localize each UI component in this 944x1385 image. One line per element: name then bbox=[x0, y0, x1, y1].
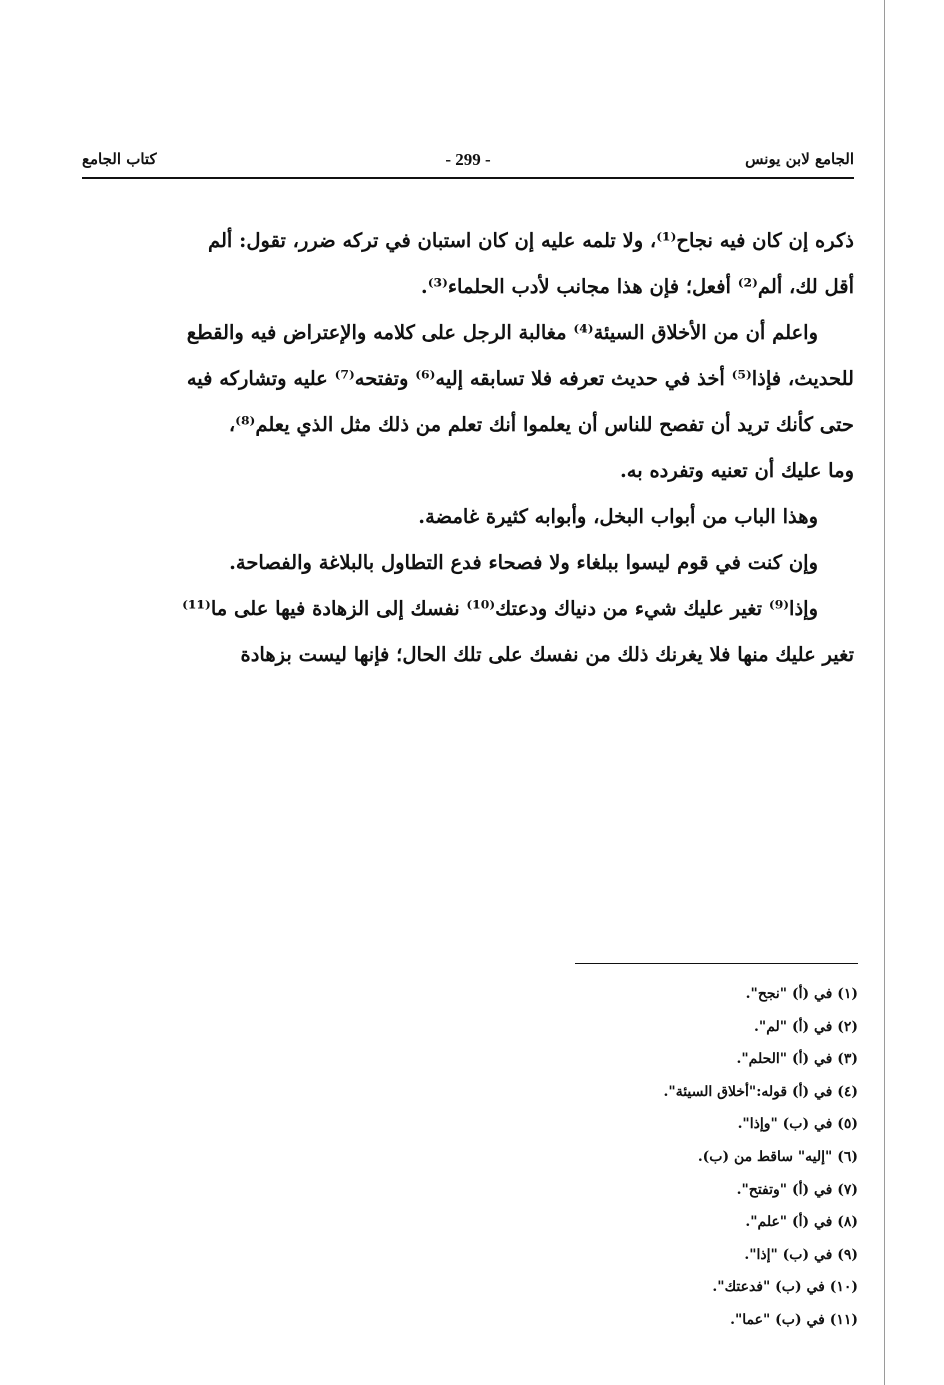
footnote: (٨) في (أ) "علم". bbox=[745, 1214, 858, 1231]
running-header bbox=[82, 150, 854, 178]
text-line: وما عليك أن تعنيه وتفرده به. bbox=[620, 459, 854, 482]
footnote: (٧) في (أ) "وتفتح". bbox=[736, 1181, 858, 1198]
footnote-separator bbox=[575, 963, 858, 964]
page-number: - 299 - bbox=[445, 150, 491, 169]
footnote: (١٠) في (ب) "فدعتك". bbox=[712, 1279, 858, 1296]
footnote: (٢) في (أ) "لم". bbox=[754, 1018, 858, 1035]
text-line: وإن كنت في قوم ليسوا ببلغاء ولا فصحاء فدع التطاول بالبلاغة والفصاحة. bbox=[229, 551, 818, 574]
header-chapter-title: كتاب الجامع bbox=[82, 150, 157, 168]
footnote: (٩) في (ب) "إذا". bbox=[744, 1246, 858, 1263]
text-line: ذكره إن كان فيه نجاح⁽¹⁾، ولا تلمه عليه إن كان استبان في تركه ضرر، تقول: ألم bbox=[208, 229, 854, 252]
header-book-title: الجامع لابن يونس bbox=[745, 150, 854, 168]
page-edge-line bbox=[884, 0, 885, 1385]
footnote: (١١) في (ب) "عما". bbox=[730, 1311, 858, 1328]
text-line: تغير عليك منها فلا يغرنك ذلك من نفسك على تلك الحال؛ فإنها ليست بزهادة bbox=[240, 643, 854, 666]
footnote: (١) في (أ) "نجح". bbox=[745, 986, 858, 1002]
text-line: أقل لك، ألم⁽²⁾ أفعل؛ فإن هذا مجانب لأدب الحلماء⁽³⁾. bbox=[420, 275, 854, 298]
text-line: للحديث، فإذا⁽⁵⁾ أخذ في حديث تعرفه فلا تسابقه إليه⁽⁶⁾ وتفتحه⁽⁷⁾ عليه وتشاركه فيه bbox=[186, 367, 854, 390]
main-text bbox=[82, 218, 854, 678]
footnote: (٦) "إليه" ساقط من (ب). bbox=[697, 1148, 858, 1165]
text-line: وإذا⁽⁹⁾ تغير عليك شيء من دنياك ودعتك⁽¹⁰⁾ نفسك إلى الزهادة فيها على ما⁽¹¹⁾ bbox=[182, 597, 818, 620]
text-line: حتى كأنك تريد أن تفصح للناس أن يعلموا أنك تعلم من ذلك مثل الذي يعلم⁽⁸⁾، bbox=[228, 413, 854, 436]
footnote: (٥) في (ب) "وإذا". bbox=[737, 1116, 858, 1133]
text-line: واعلم أن من الأخلاق السيئة⁽⁴⁾ مغالبة الرجل على كلامه والإعتراض فيه والقطع bbox=[186, 321, 818, 344]
footnotes bbox=[358, 978, 858, 1337]
header-rule bbox=[82, 177, 854, 179]
footnote: (٤) في (أ) قوله:"أخلاق السيئة". bbox=[663, 1083, 858, 1100]
text-line: وهذا الباب من أبواب البخل، وأبوابه كثيرة غامضة. bbox=[418, 505, 818, 528]
footnote: (٣) في (أ) "الحلم". bbox=[736, 1051, 858, 1068]
